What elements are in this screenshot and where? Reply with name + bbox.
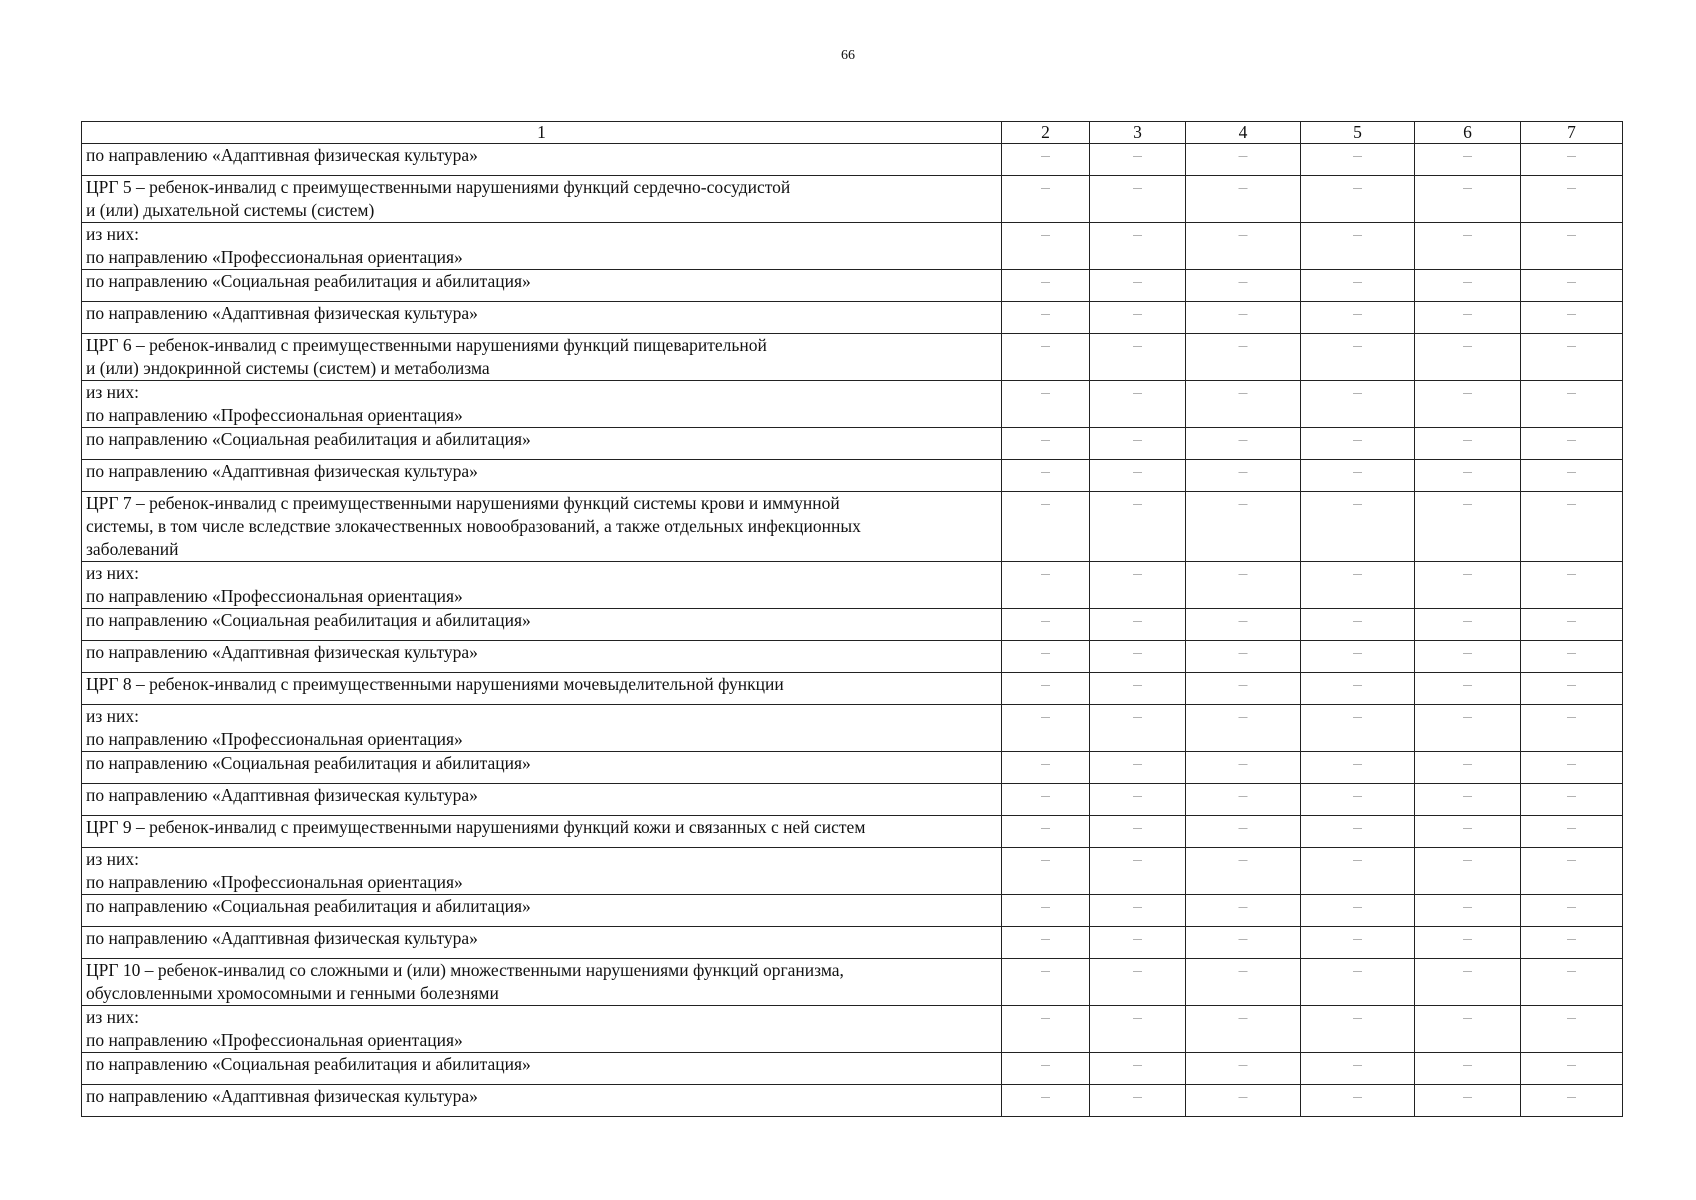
table-row xyxy=(82,460,1623,492)
table-cell: – xyxy=(1301,176,1415,223)
table-cell: – xyxy=(1301,428,1415,460)
table-row xyxy=(82,302,1623,334)
table-cell: – xyxy=(1002,673,1090,705)
table-cell: – xyxy=(1301,816,1415,848)
table-row xyxy=(82,752,1623,784)
table-cell: – xyxy=(1521,1006,1623,1053)
table-cell: – xyxy=(1301,609,1415,641)
table-row xyxy=(82,223,1623,270)
table-cell: – xyxy=(1521,460,1623,492)
table-row xyxy=(82,816,1623,848)
table-cell: – xyxy=(1186,895,1301,927)
table-cell: – xyxy=(1415,609,1521,641)
table-row xyxy=(82,1085,1623,1117)
table-cell: – xyxy=(1186,705,1301,752)
table-row xyxy=(82,784,1623,816)
column-header: 5 xyxy=(1301,122,1415,144)
row-label: по направлению «Социальная реабилитация и абилитация» xyxy=(82,428,1002,460)
table-cell: – xyxy=(1301,784,1415,816)
table-cell: – xyxy=(1002,302,1090,334)
table-cell: – xyxy=(1521,334,1623,381)
table-cell: – xyxy=(1301,673,1415,705)
table-cell: – xyxy=(1002,1006,1090,1053)
table-cell: – xyxy=(1521,959,1623,1006)
table-cell: – xyxy=(1002,428,1090,460)
table-cell: – xyxy=(1415,428,1521,460)
table-cell: – xyxy=(1521,895,1623,927)
table-cell: – xyxy=(1301,334,1415,381)
table-cell: – xyxy=(1415,895,1521,927)
table-cell: – xyxy=(1301,270,1415,302)
table-cell: – xyxy=(1090,752,1186,784)
table-cell: – xyxy=(1186,641,1301,673)
table-cell: – xyxy=(1301,562,1415,609)
table-cell: – xyxy=(1301,705,1415,752)
table-cell: – xyxy=(1002,752,1090,784)
table-cell: – xyxy=(1090,562,1186,609)
row-label: ЦРГ 9 – ребенок-инвалид с преимущественными нарушениями функций кожи и связанных с ней систем xyxy=(82,816,1002,848)
table-cell: – xyxy=(1186,784,1301,816)
table-cell: – xyxy=(1301,848,1415,895)
row-label: по направлению «Социальная реабилитация и абилитация» xyxy=(82,895,1002,927)
row-label: по направлению «Социальная реабилитация и абилитация» xyxy=(82,1053,1002,1085)
table-cell: – xyxy=(1090,381,1186,428)
column-header: 3 xyxy=(1090,122,1186,144)
table-row xyxy=(82,381,1623,428)
row-label: ЦРГ 5 – ребенок-инвалид с преимущественными нарушениями функций сердечно-сосудистой и (или) дыхательной системы (систем) xyxy=(82,176,1002,223)
table-cell: – xyxy=(1301,144,1415,176)
table-cell: – xyxy=(1002,334,1090,381)
table-cell: – xyxy=(1301,302,1415,334)
table-cell: – xyxy=(1002,1085,1090,1117)
table-cell: – xyxy=(1090,1006,1186,1053)
table-cell: – xyxy=(1090,959,1186,1006)
table-cell: – xyxy=(1186,381,1301,428)
table-cell: – xyxy=(1090,492,1186,562)
table-row xyxy=(82,673,1623,705)
table-row xyxy=(82,334,1623,381)
row-label: из них: по направлению «Профессиональная ориентация» xyxy=(82,381,1002,428)
table-cell: – xyxy=(1301,641,1415,673)
column-header: 4 xyxy=(1186,122,1301,144)
row-label: из них: по направлению «Профессиональная ориентация» xyxy=(82,705,1002,752)
column-header: 1 xyxy=(82,122,1002,144)
table-cell: – xyxy=(1521,816,1623,848)
table-cell: – xyxy=(1002,144,1090,176)
table-cell: – xyxy=(1521,302,1623,334)
table-cell: – xyxy=(1415,381,1521,428)
table-cell: – xyxy=(1090,223,1186,270)
table-cell: – xyxy=(1090,705,1186,752)
table-cell: – xyxy=(1301,752,1415,784)
table-cell: – xyxy=(1415,1006,1521,1053)
table-cell: – xyxy=(1521,609,1623,641)
table-cell: – xyxy=(1186,144,1301,176)
table-cell: – xyxy=(1090,895,1186,927)
table-cell: – xyxy=(1186,223,1301,270)
table-cell: – xyxy=(1301,1006,1415,1053)
table-cell: – xyxy=(1186,959,1301,1006)
table-cell: – xyxy=(1186,428,1301,460)
table-row xyxy=(82,927,1623,959)
column-header: 2 xyxy=(1002,122,1090,144)
table-cell: – xyxy=(1186,609,1301,641)
table-cell: – xyxy=(1415,752,1521,784)
row-label: из них: по направлению «Профессиональная ориентация» xyxy=(82,848,1002,895)
table-cell: – xyxy=(1186,334,1301,381)
table-row xyxy=(82,705,1623,752)
table-cell: – xyxy=(1301,381,1415,428)
table-row xyxy=(82,492,1623,562)
table-cell: – xyxy=(1415,302,1521,334)
table-cell: – xyxy=(1090,641,1186,673)
table-cell: – xyxy=(1090,1053,1186,1085)
table-cell: – xyxy=(1521,492,1623,562)
table-cell: – xyxy=(1415,673,1521,705)
table-row xyxy=(82,428,1623,460)
table-cell: – xyxy=(1521,1085,1623,1117)
table-cell: – xyxy=(1415,1053,1521,1085)
table-cell: – xyxy=(1415,562,1521,609)
table-cell: – xyxy=(1415,927,1521,959)
row-label: ЦРГ 8 – ребенок-инвалид с преимущественными нарушениями мочевыделительной функции xyxy=(82,673,1002,705)
table-cell: – xyxy=(1186,302,1301,334)
table-cell: – xyxy=(1521,428,1623,460)
row-label: по направлению «Социальная реабилитация и абилитация» xyxy=(82,752,1002,784)
table-cell: – xyxy=(1090,270,1186,302)
table-cell: – xyxy=(1415,223,1521,270)
table-cell: – xyxy=(1090,428,1186,460)
table-cell: – xyxy=(1002,816,1090,848)
row-label: по направлению «Адаптивная физическая культура» xyxy=(82,302,1002,334)
table-cell: – xyxy=(1521,381,1623,428)
column-header: 7 xyxy=(1521,122,1623,144)
row-label: из них: по направлению «Профессиональная ориентация» xyxy=(82,223,1002,270)
table-cell: – xyxy=(1186,848,1301,895)
table-row xyxy=(82,176,1623,223)
row-label: по направлению «Адаптивная физическая культура» xyxy=(82,927,1002,959)
table-cell: – xyxy=(1415,816,1521,848)
table-cell: – xyxy=(1090,927,1186,959)
table-cell: – xyxy=(1002,848,1090,895)
table-cell: – xyxy=(1521,752,1623,784)
row-label: ЦРГ 6 – ребенок-инвалид с преимущественными нарушениями функций пищеварительной и (или) эндокринной системы (систем) и метаболизма xyxy=(82,334,1002,381)
table-cell: – xyxy=(1002,223,1090,270)
table-cell: – xyxy=(1002,705,1090,752)
table-cell: – xyxy=(1521,144,1623,176)
table-cell: – xyxy=(1521,641,1623,673)
table-cell: – xyxy=(1090,609,1186,641)
table-cell: – xyxy=(1521,270,1623,302)
table-row xyxy=(82,895,1623,927)
table-cell: – xyxy=(1002,270,1090,302)
table-row xyxy=(82,144,1623,176)
table-cell: – xyxy=(1301,1085,1415,1117)
table-cell: – xyxy=(1301,959,1415,1006)
table-cell: – xyxy=(1415,492,1521,562)
table-cell: – xyxy=(1186,270,1301,302)
column-header: 6 xyxy=(1415,122,1521,144)
table-cell: – xyxy=(1301,223,1415,270)
table-row xyxy=(82,1006,1623,1053)
table-cell: – xyxy=(1186,562,1301,609)
table-cell: – xyxy=(1002,959,1090,1006)
row-label: по направлению «Адаптивная физическая культура» xyxy=(82,1085,1002,1117)
table-cell: – xyxy=(1002,784,1090,816)
table-cell: – xyxy=(1521,1053,1623,1085)
table-cell: – xyxy=(1521,673,1623,705)
table-cell: – xyxy=(1186,752,1301,784)
table-cell: – xyxy=(1301,895,1415,927)
row-label: по направлению «Социальная реабилитация и абилитация» xyxy=(82,270,1002,302)
row-label: по направлению «Адаптивная физическая культура» xyxy=(82,460,1002,492)
table-cell: – xyxy=(1415,848,1521,895)
table-cell: – xyxy=(1090,334,1186,381)
table-cell: – xyxy=(1002,492,1090,562)
table-cell: – xyxy=(1521,927,1623,959)
table-cell: – xyxy=(1521,176,1623,223)
table-cell: – xyxy=(1521,562,1623,609)
table-cell: – xyxy=(1415,460,1521,492)
row-label: ЦРГ 10 – ребенок-инвалид со сложными и (или) множественными нарушениями функций организма, обусловленными хромосомными и генными болезнями xyxy=(82,959,1002,1006)
table-cell: – xyxy=(1090,673,1186,705)
table-cell: – xyxy=(1186,816,1301,848)
table-cell: – xyxy=(1415,1085,1521,1117)
table-cell: – xyxy=(1090,1085,1186,1117)
table-cell: – xyxy=(1415,144,1521,176)
table-cell: – xyxy=(1186,1085,1301,1117)
table-cell: – xyxy=(1002,641,1090,673)
table-cell: – xyxy=(1301,927,1415,959)
page-number: 66 xyxy=(841,48,855,63)
table-cell: – xyxy=(1186,460,1301,492)
row-label: по направлению «Адаптивная физическая культура» xyxy=(82,784,1002,816)
table-cell: – xyxy=(1415,705,1521,752)
table-cell: – xyxy=(1090,144,1186,176)
table-cell: – xyxy=(1002,176,1090,223)
table-cell: – xyxy=(1186,1006,1301,1053)
table-cell: – xyxy=(1415,959,1521,1006)
table-cell: – xyxy=(1521,223,1623,270)
row-label: ЦРГ 7 – ребенок-инвалид с преимущественными нарушениями функций системы крови и иммунной системы, в том числе вследствие злокачественных новообразований, а также отдельных инфекционных заболеваний xyxy=(82,492,1002,562)
table-cell: – xyxy=(1301,1053,1415,1085)
table-cell: – xyxy=(1002,1053,1090,1085)
table-cell: – xyxy=(1002,460,1090,492)
table-row xyxy=(82,270,1623,302)
table-cell: – xyxy=(1090,848,1186,895)
table-cell: – xyxy=(1186,673,1301,705)
table-cell: – xyxy=(1301,492,1415,562)
table-cell: – xyxy=(1090,784,1186,816)
row-label: по направлению «Адаптивная физическая культура» xyxy=(82,641,1002,673)
row-label: по направлению «Адаптивная физическая культура» xyxy=(82,144,1002,176)
table-cell: – xyxy=(1002,895,1090,927)
table-cell: – xyxy=(1186,1053,1301,1085)
table-cell: – xyxy=(1002,609,1090,641)
table-header-row xyxy=(82,122,1623,144)
table-cell: – xyxy=(1301,460,1415,492)
row-label: из них: по направлению «Профессиональная ориентация» xyxy=(82,1006,1002,1053)
table-cell: – xyxy=(1186,492,1301,562)
table-row xyxy=(82,1053,1623,1085)
table-row xyxy=(82,609,1623,641)
table-cell: – xyxy=(1415,641,1521,673)
table-cell: – xyxy=(1521,705,1623,752)
table-row xyxy=(82,959,1623,1006)
table-cell: – xyxy=(1415,784,1521,816)
table-row xyxy=(82,848,1623,895)
table-cell: – xyxy=(1521,848,1623,895)
table-row xyxy=(82,562,1623,609)
table-cell: – xyxy=(1090,816,1186,848)
table-cell: – xyxy=(1002,381,1090,428)
table-cell: – xyxy=(1186,927,1301,959)
table-cell: – xyxy=(1186,176,1301,223)
row-label: из них: по направлению «Профессиональная ориентация» xyxy=(82,562,1002,609)
table-cell: – xyxy=(1090,176,1186,223)
row-label: по направлению «Социальная реабилитация и абилитация» xyxy=(82,609,1002,641)
table-cell: – xyxy=(1002,927,1090,959)
table-cell: – xyxy=(1521,784,1623,816)
table-cell: – xyxy=(1415,176,1521,223)
table-cell: – xyxy=(1090,460,1186,492)
table-cell: – xyxy=(1415,334,1521,381)
table-cell: – xyxy=(1090,302,1186,334)
data-table xyxy=(81,121,1623,1117)
table-cell: – xyxy=(1002,562,1090,609)
table-row xyxy=(82,641,1623,673)
table-cell: – xyxy=(1415,270,1521,302)
